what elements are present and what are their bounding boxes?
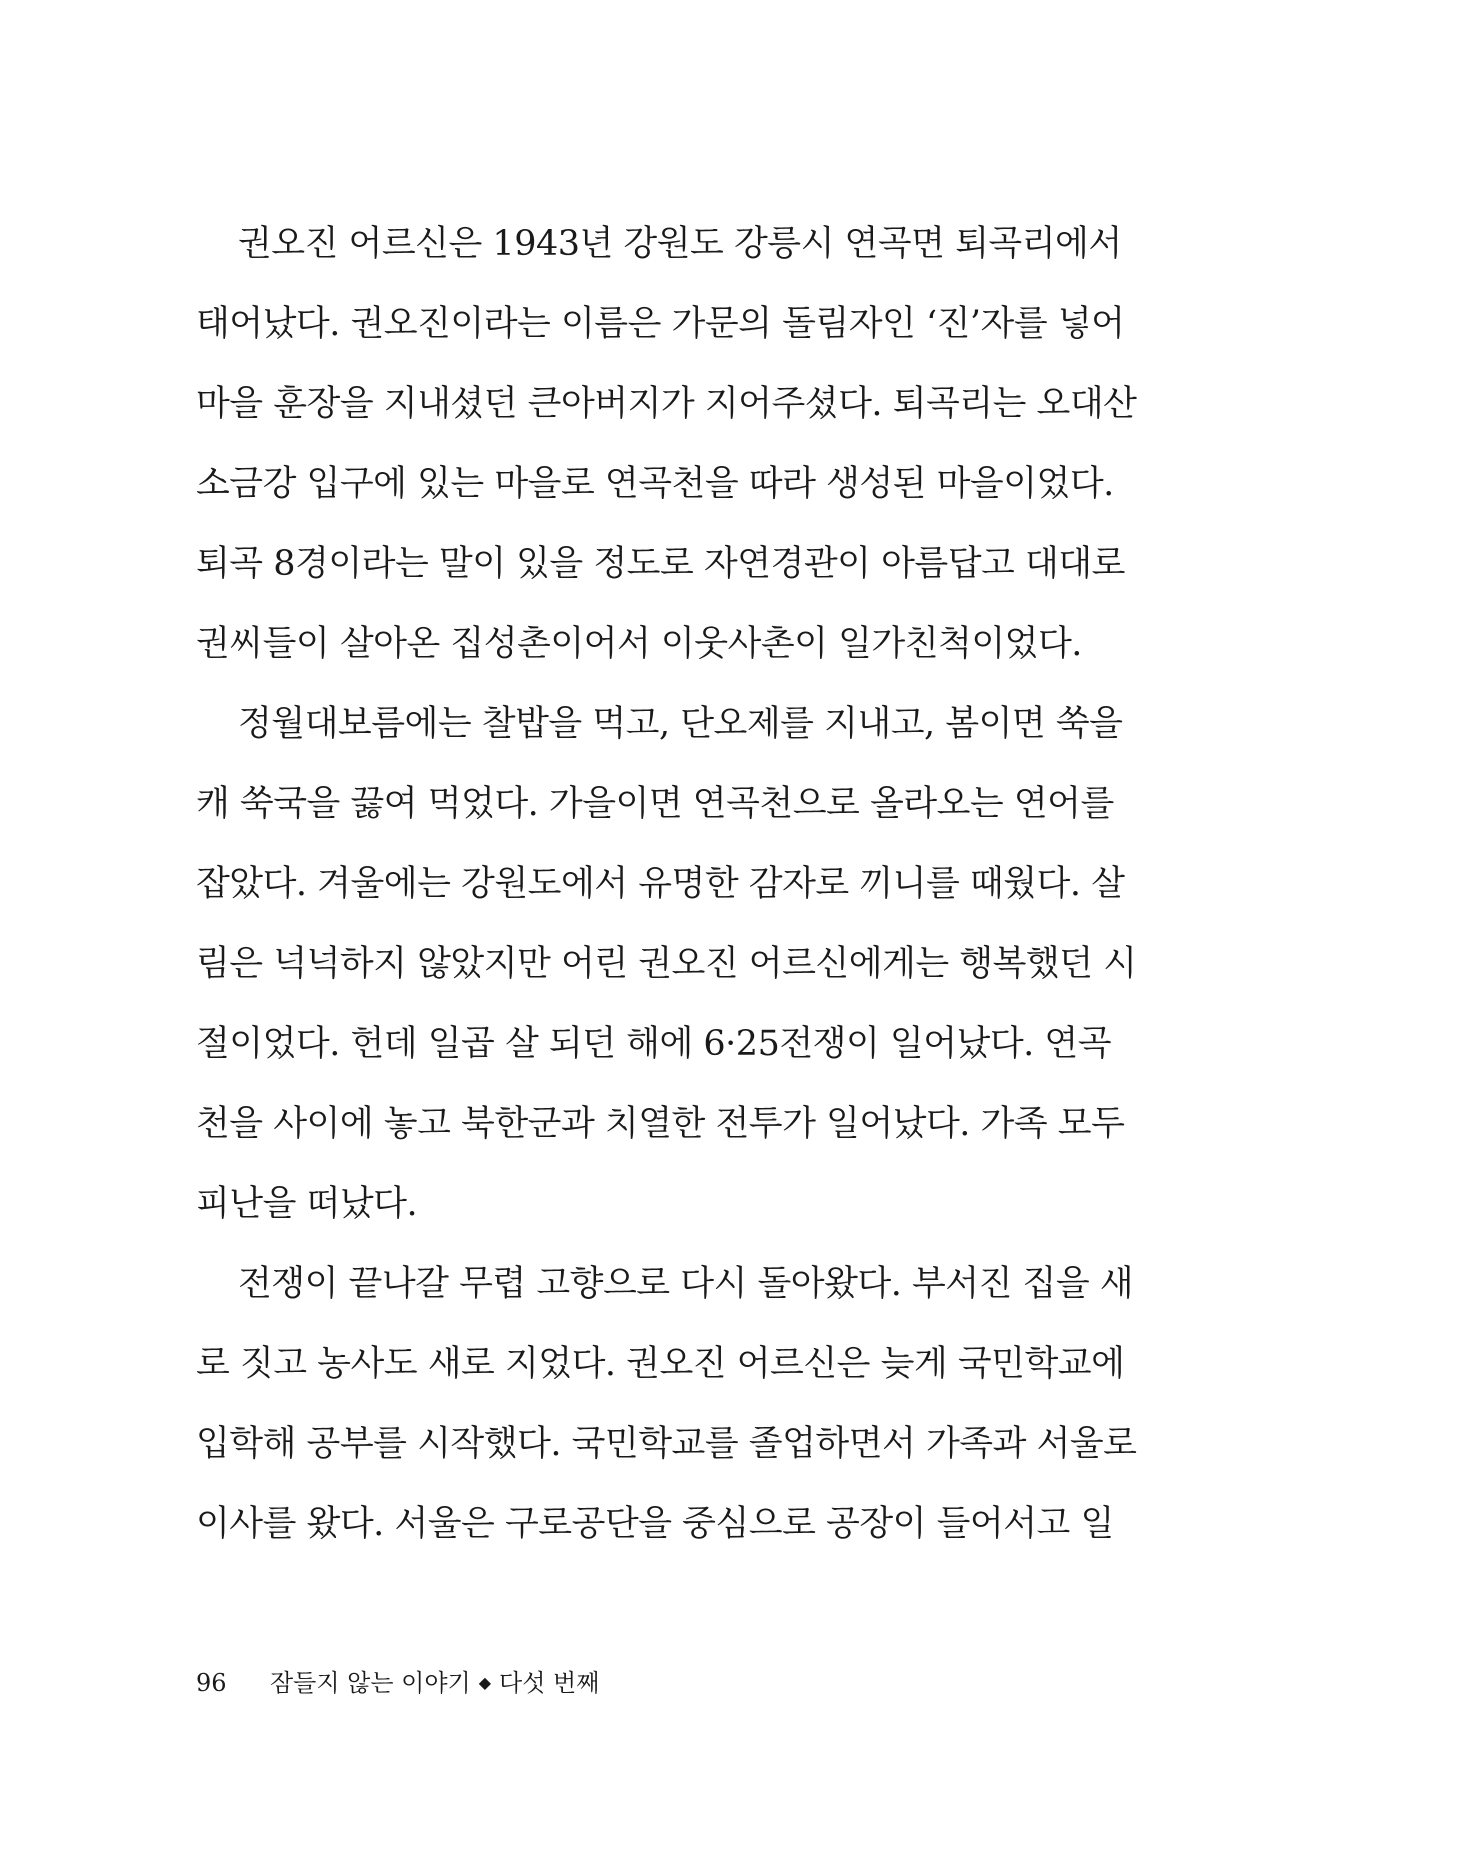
page-number: 96 — [196, 1669, 227, 1697]
paragraph-1-line-3: 마을 훈장을 지내셨던 큰아버지가 지어주셨다. 퇴곡리는 오대산 — [196, 384, 1137, 424]
page-footer — [196, 1668, 599, 1698]
paragraph-2-line-7: 피난을 떠났다. — [196, 1184, 418, 1224]
paragraph-1-line-6: 권씨들이 살아온 집성촌이어서 이웃사촌이 일가친척이었다. — [196, 624, 1082, 664]
paragraph-1-line-5: 퇴곡 8경이라는 말이 있을 정도로 자연경관이 아름답고 대대로 — [196, 544, 1125, 584]
paragraph-2-line-1: 정월대보름에는 찰밥을 먹고, 단오제를 지내고, 봄이면 쑥을 — [238, 704, 1123, 744]
paragraph-2-line-6: 천을 사이에 놓고 북한군과 치열한 전투가 일어났다. 가족 모두 — [196, 1104, 1125, 1144]
paragraph-3-line-3: 입학해 공부를 시작했다. 국민학교를 졸업하면서 가족과 서울로 — [196, 1424, 1137, 1464]
paragraph-2-line-5: 절이었다. 헌데 일곱 살 되던 해에 6·25전쟁이 일어났다. 연곡 — [196, 1024, 1112, 1064]
paragraph-2-line-2: 캐 쑥국을 끓여 먹었다. 가을이면 연곡천으로 올라오는 연어를 — [196, 784, 1114, 824]
book-title: 잠들지 않는 이야기 — [270, 1669, 471, 1697]
paragraph-3-line-2: 로 짓고 농사도 새로 지었다. 권오진 어르신은 늦게 국민학교에 — [196, 1344, 1125, 1384]
black-diamond-icon: ◆ — [478, 1673, 492, 1692]
paragraph-1-line-4: 소금강 입구에 있는 마을로 연곡천을 따라 생성된 마을이었다. — [196, 464, 1114, 504]
paragraph-1-line-2: 태어났다. 권오진이라는 이름은 가문의 돌림자인 ‘진’자를 넣어 — [196, 304, 1125, 344]
paragraph-1-line-1: 권오진 어르신은 1943년 강원도 강릉시 연곡면 퇴곡리에서 — [238, 224, 1122, 264]
volume-label: 다섯 번째 — [499, 1669, 600, 1697]
paragraph-3-line-4: 이사를 왔다. 서울은 구로공단을 중심으로 공장이 들어서고 일 — [196, 1504, 1114, 1544]
paragraph-2-line-4: 림은 넉넉하지 않았지만 어린 권오진 어르신에게는 행복했던 시 — [196, 944, 1137, 984]
paragraph-2-line-3: 잡았다. 겨울에는 강원도에서 유명한 감자로 끼니를 때웠다. 살 — [196, 864, 1125, 904]
paragraph-3-line-1: 전쟁이 끝나갈 무렵 고향으로 다시 돌아왔다. 부서진 집을 새 — [238, 1264, 1134, 1304]
